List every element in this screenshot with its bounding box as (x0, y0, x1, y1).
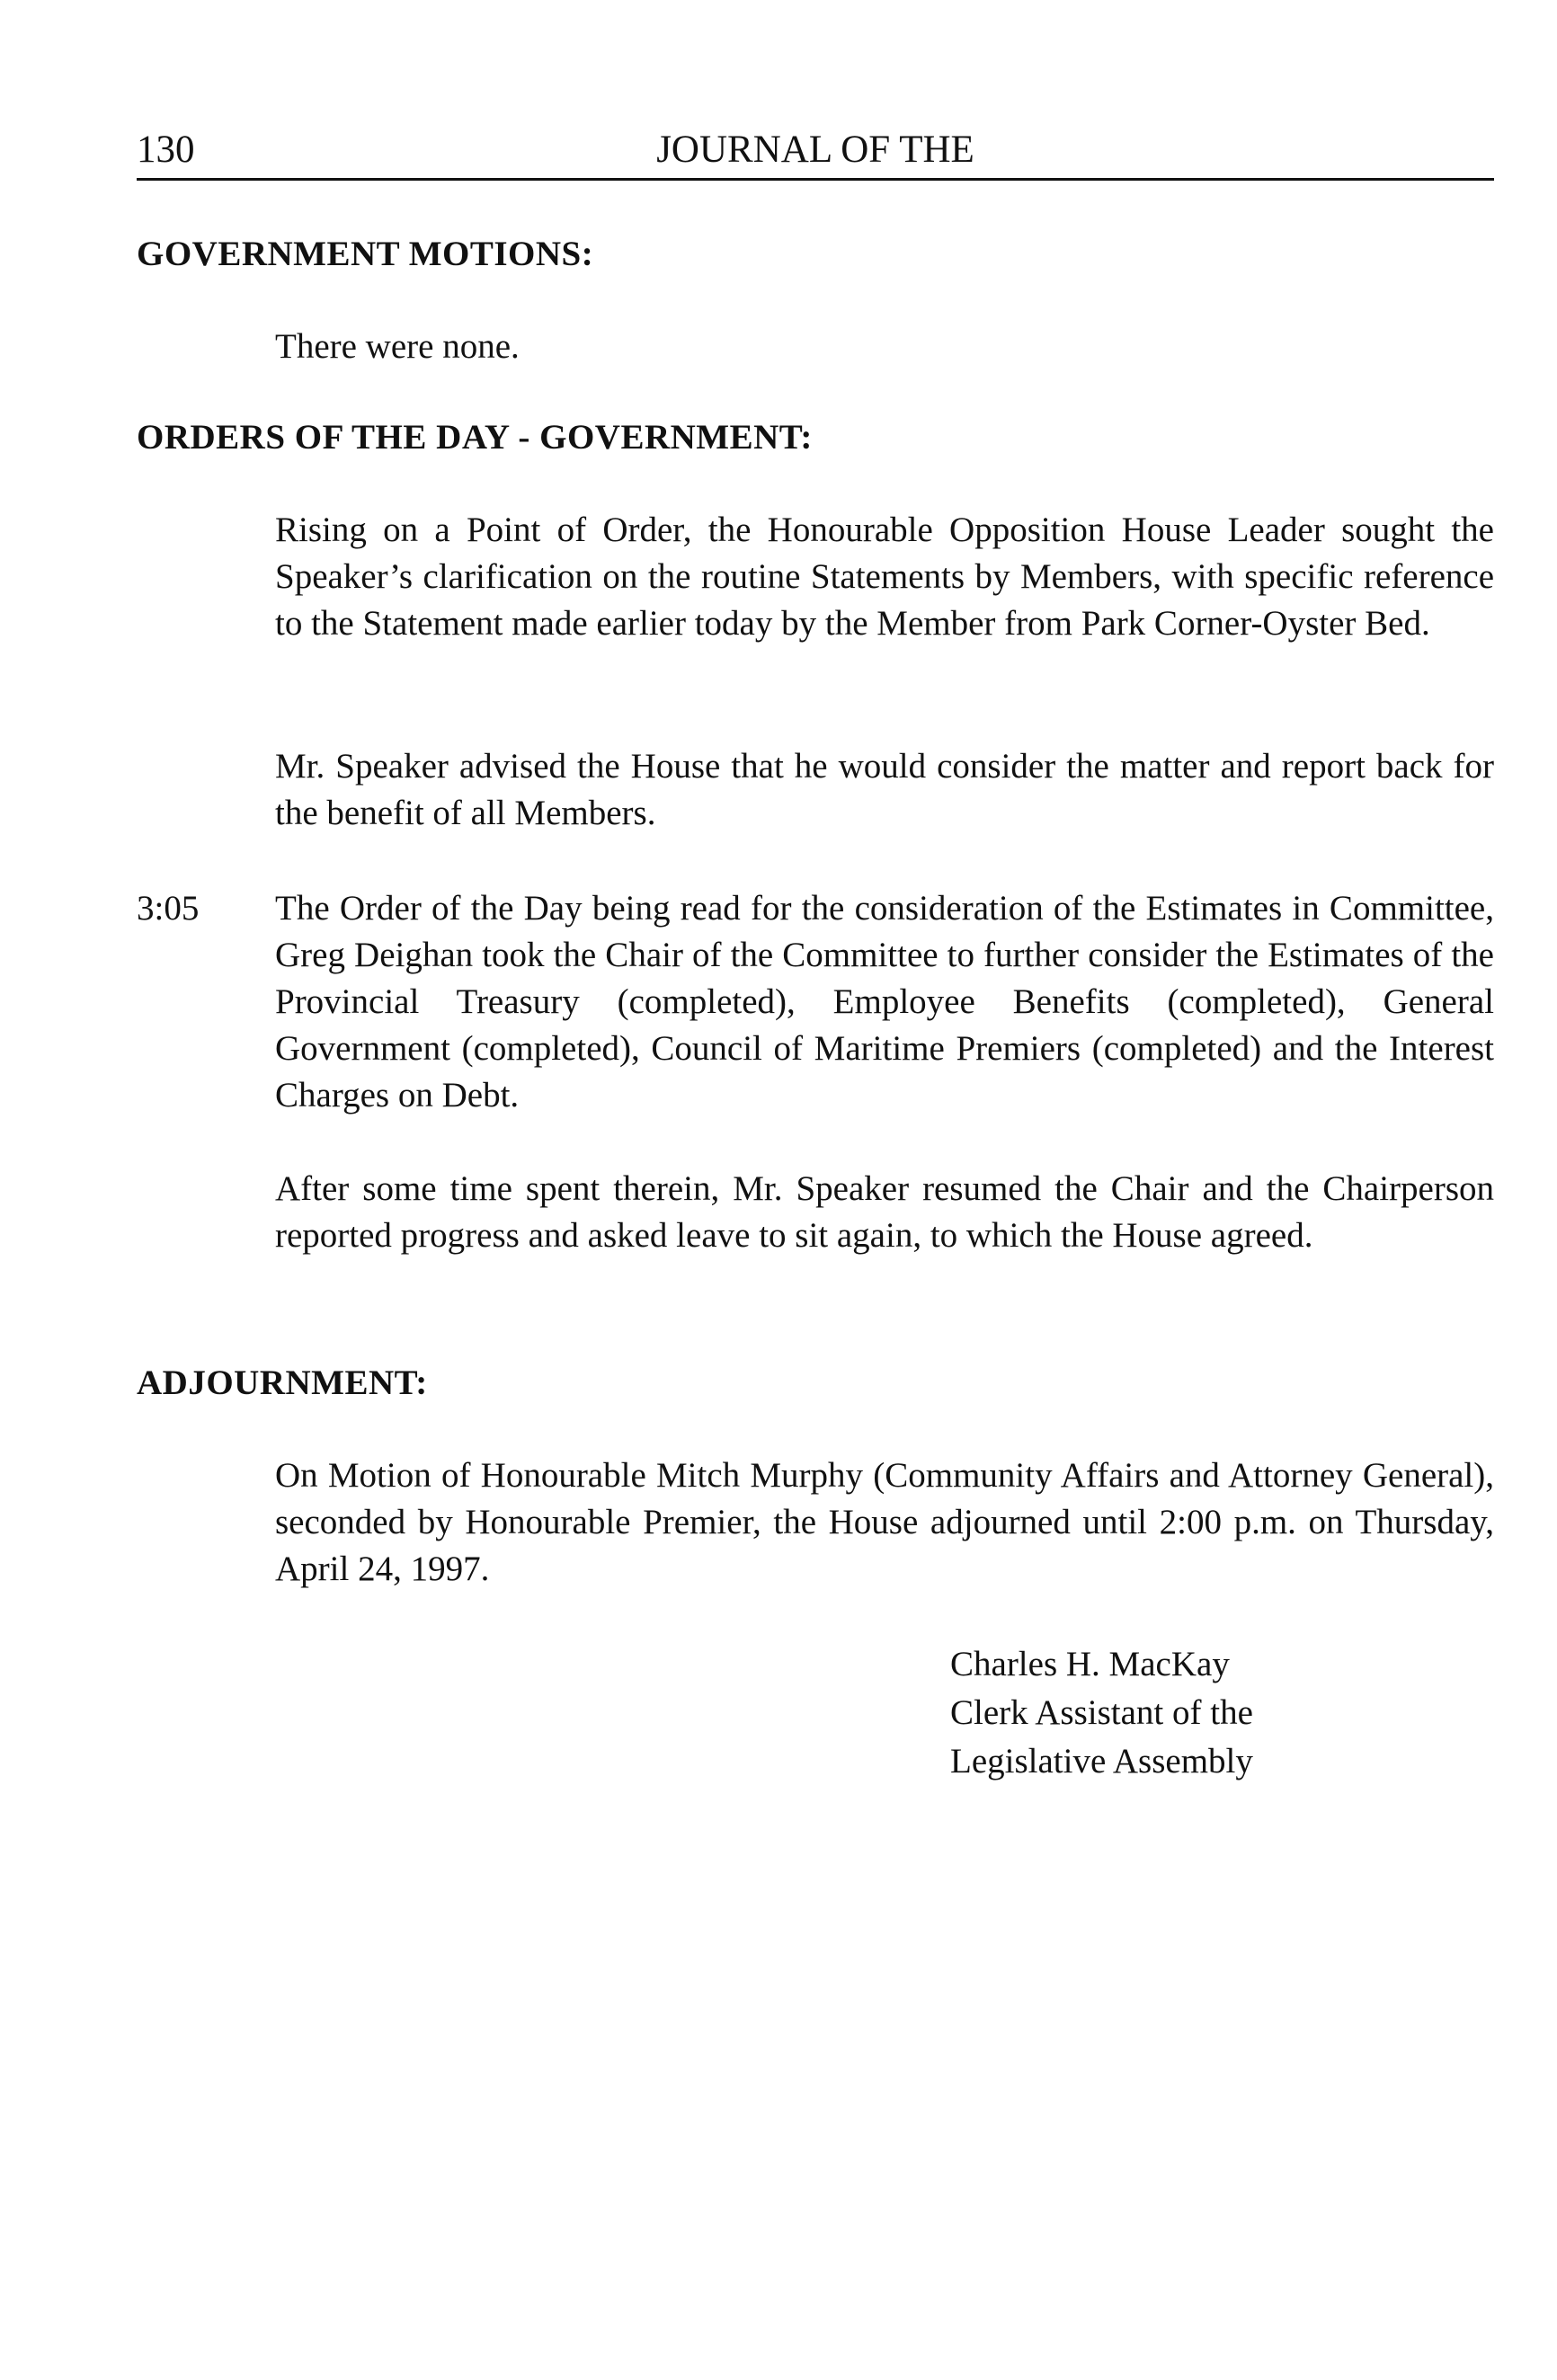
point-of-order-paragraph: Rising on a Point of Order, the Honourable Opposition House Leader sought the Speaker’s clarification on the routine Statements by Members, with specific reference to the Statement made earlier today by the Member from Park Corner-Oyster Bed. (275, 511, 1494, 643)
signature-block (950, 1640, 1253, 1786)
running-header (137, 124, 1494, 181)
section-heading-government-motions: GOVERNMENT MOTIONS: (137, 235, 594, 273)
government-motions-text: There were none. (275, 327, 520, 366)
signature-name: Charles H. MacKay (950, 1645, 1230, 1683)
time-stamp: 3:05 (137, 889, 200, 928)
section-heading-adjournment: ADJOURNMENT: (137, 1363, 428, 1402)
estimates-committee-paragraph: The Order of the Day being read for the consideration of the Estimates in Committee, Greg Deighan took the Chair of the Committee to further consider the Estimates of the Provincial Treasury (completed), Employee Benefits (completed), General Government (completed), Council of Maritime Premiers (completed) and the Interest Charges on Debt. (275, 889, 1494, 1115)
page-number: 130 (137, 129, 195, 171)
journal-title: JOURNAL OF THE (656, 129, 974, 171)
section-heading-orders-of-the-day: ORDERS OF THE DAY - GOVERNMENT: (137, 418, 813, 457)
speaker-advice-paragraph: Mr. Speaker advised the House that he would consider the matter and report back for the benefit of all Members. (275, 747, 1494, 832)
signature-title-line-2: Legislative Assembly (950, 1742, 1253, 1781)
committee-progress-paragraph: After some time spent therein, Mr. Speaker resumed the Chair and the Chairperson reported progress and asked leave to sit again, to which the House agreed. (275, 1169, 1494, 1255)
signature-title-line-1: Clerk Assistant of the (950, 1693, 1253, 1732)
journal-page (137, 124, 1494, 1781)
adjournment-motion-paragraph: On Motion of Honourable Mitch Murphy (Community Affairs and Attorney General), seconded by Honourable Premier, the House adjourned until 2:00 p.m. on Thursday, April 24, 1997. (275, 1456, 1494, 1588)
